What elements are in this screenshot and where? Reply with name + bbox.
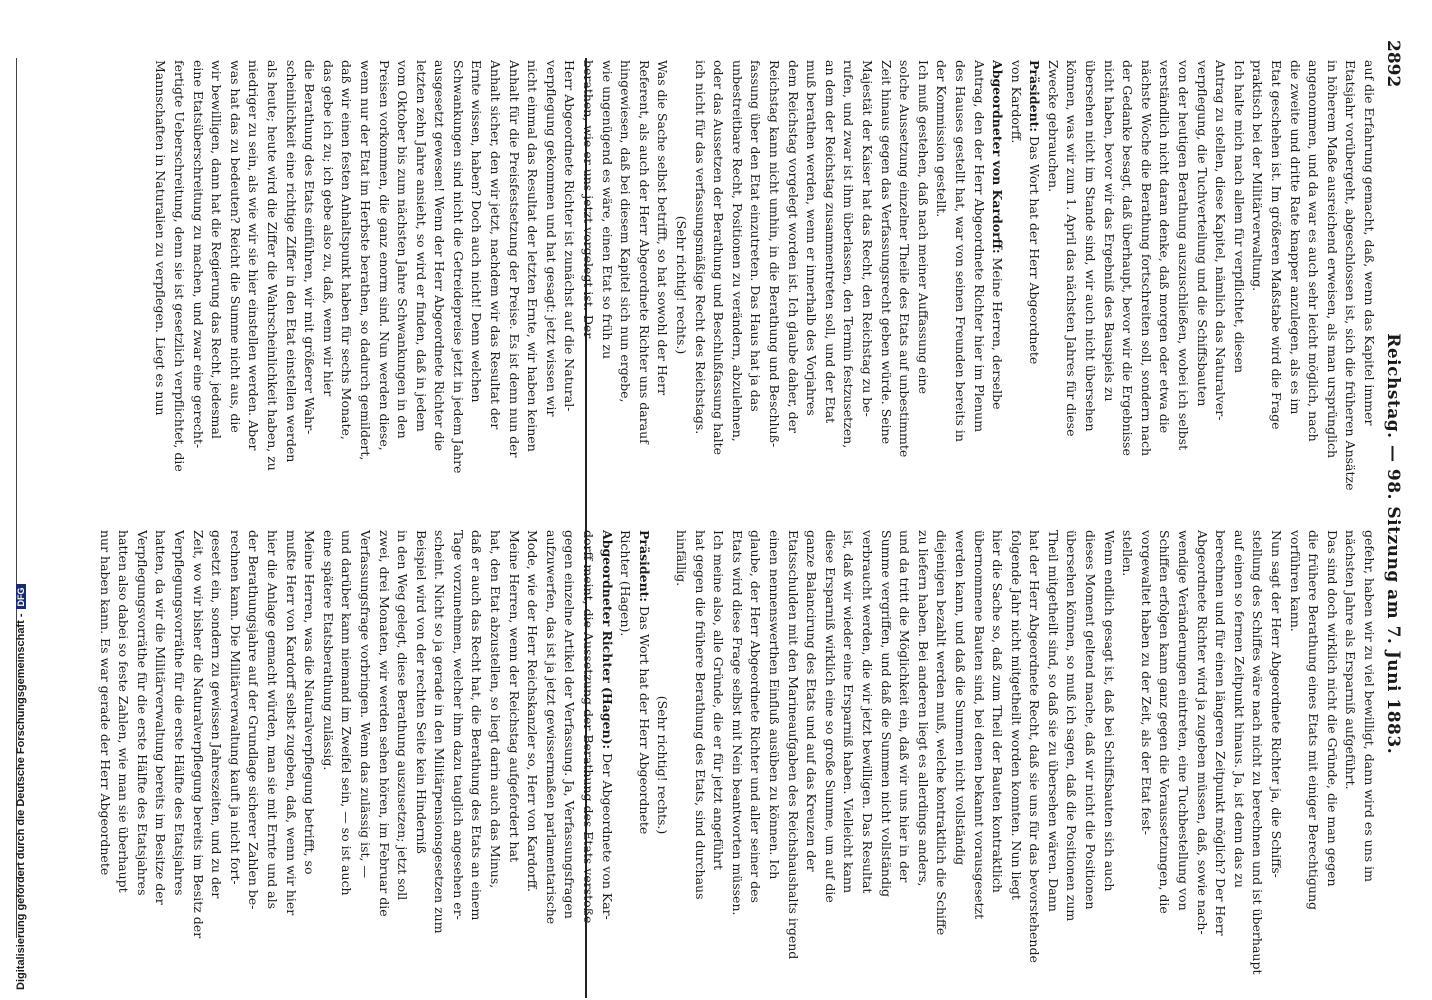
speaker-label: Präsident:: [636, 530, 652, 603]
text-line: Beispiel wird von der rechten Seite kein Hinderniß: [413, 530, 429, 854]
text-line: Ich halte mich nach allem für verpflichtet, diesen: [1231, 60, 1247, 374]
text-line: hier die Anlage gemacht würden, man sie mit Ernte und als: [264, 530, 280, 909]
dfg-logo: DFG: [16, 584, 26, 609]
text-line: als heute; heute wird die Ziffer die Wahrscheinlichkeit haben, zu: [264, 60, 280, 471]
text-line: stellung des Schiffes wäre nach nicht zu berechnen und ist überhaupt: [1250, 530, 1266, 975]
text-line: Nun sagt der Herr Abgeordnete Richter ja, die Schiffs-: [1269, 530, 1285, 878]
text-line: rufen, und zwar ist ihm überlassen, den Termin festzusetzen,: [841, 60, 857, 449]
speaker-label: Präsident:: [1027, 60, 1043, 133]
speech-line: Das Wort hat der Herr Abgeordnete: [636, 606, 652, 835]
text-line: Reichstag kann nicht umhin, in die Berathung und Beschluß-: [767, 60, 782, 448]
text-line: des Hauses gestellt hat, war von seinen Freunden bereits in: [952, 60, 968, 442]
text-line: Verfassungsfrage vorbringen. Wenn das zulässig ist, —: [357, 530, 373, 879]
text-line: wir bewilligen, dann hat die Regierung das Recht, jedesmal: [209, 60, 225, 439]
text-line: niedriger zu sein, als wie wir sie hier einstellen werden. Aber: [246, 60, 262, 451]
text-line: Etat geschehen ist. Im größeren Maßstabe wird die Frage: [1269, 60, 1285, 430]
right-column: [97, 530, 1378, 1000]
text-line: Meine Herren, wenn der Reichstag aufgefordert hat: [506, 530, 522, 863]
text-line: einen nennenswerthen Einfluß ausüben zu können. Ich: [767, 530, 782, 880]
text-line: hat der Herr Abgeordnete Recht, daß sie uns für das bevorstehende: [1027, 530, 1043, 963]
text-line: hatten also dabei so feste Zahlen, wie man sie überhaupt: [116, 530, 132, 893]
text-line: diese Ersparniß wirklich eine so große Summe, um auf die: [822, 530, 838, 903]
applause-note: (Sehr richtig! rechts.): [655, 695, 671, 835]
text-line: rechnen kann. Die Militärverwaltung kauft ja nicht fort-: [227, 530, 243, 885]
text-line: Referent, als auch der Herr Abgeordnete Richter uns darauf: [636, 60, 652, 444]
text-line: zu liefern haben. Bei anderen liegt es allerdings anders,: [915, 530, 931, 887]
text-line: auf die Erfahrung gemacht, daß, wenn das Kapitel immer: [1362, 60, 1377, 426]
text-line: Preisen vorkommen, die ganz enorm sind. Nun werden diese,: [376, 60, 392, 451]
text-line: folgende Jahr nicht mitgetheilt worden konnten. Nun liegt: [1008, 530, 1024, 900]
text-line: berechnen und für einen längeren Zeitpunkt möglich? Der Herr: [1213, 530, 1229, 936]
text-line: werden kann, und daß die Summen nicht vollständig: [952, 530, 968, 866]
left-column-paragraph-2: [151, 60, 672, 510]
speech-line: Das Wort hat der Herr Abgeordnete: [1027, 136, 1043, 365]
text-line: Ernte wissen, haben? Doch auch nicht! Denn welchen: [469, 60, 485, 403]
text-line: wendige Veränderungen eintreten, eine Tuchbestellung von: [1176, 530, 1192, 911]
text-line: Das sind doch wirklich nicht die Gründe, die man gegen: [1324, 530, 1340, 887]
text-line: ist, daß wir wieder eine Ersparniß haben. Vielleicht kann: [841, 530, 857, 894]
text-line: Abgeordnete Richter wird ja zugeben müssen, daß, sowie nach-: [1194, 530, 1210, 935]
richter-speech: [95, 530, 597, 1000]
text-line: ausgesetzt gewesen! Wenn der Herr Abgeordnete Richter die: [432, 60, 448, 451]
header-title: Reichstag. — 98. Sitzung am 7. Juni 1883.: [1383, 333, 1403, 755]
text-line: praktisch bei der Militärverwaltung.: [1250, 60, 1266, 292]
text-line: Schwankungen sind nicht die Getreidepreise jetzt in jedem Jahre: [450, 60, 466, 474]
text-line: ich nicht für das verfassungsmäßige Recht des Reichstags.: [692, 60, 708, 435]
text-line: gesetzt ein, sondern zu gewissen Jahreszeiten, und zu der: [209, 530, 225, 899]
text-line: was hat das zu bedeuten? Reicht die Summe nicht aus, die: [227, 60, 243, 433]
left-column-paragraph-1: [1043, 60, 1378, 510]
text-line: Tage vorzunehmen, welcher ihm dazu tauglich angesehen er-: [450, 530, 466, 920]
text-line: Summe vergriffen, und daß die Summen nicht vollständig: [878, 530, 894, 897]
speech-line: Meine Herren, derselbe: [990, 257, 1006, 410]
text-line: berathen, wie er uns jetzt vorgelegt ist. Der: [581, 60, 597, 339]
text-line: Anhalt sicher, den wir jetzt, nachdem wir das Resultat der: [488, 60, 504, 430]
text-line: Mannschaften in Naturalien zu verpflegen. Liegt es nun: [153, 60, 169, 416]
text-line: und da tritt die Möglichkeit ein, daß wir uns hier in der: [897, 530, 913, 883]
text-line: die frühere Berathung eines Etats mit einiger Berechtigung: [1306, 530, 1322, 910]
text-line: Etatsjahr vorübergeht, abgeschlossen ist, sich die früheren Ansätze: [1343, 60, 1359, 491]
text-line: fertigte Ueberschreitung, denn sie ist gesetzlich verpflichtet, die: [172, 60, 187, 472]
text-line: Antrag, den der Herr Abgeordnete Richter hier im Plenum: [971, 60, 987, 433]
text-line: gegen einzelne Artikel der Verfassung. Ja, Verfassungsfragen: [562, 530, 578, 919]
text-line: scheinlichkeit eine richtige Ziffer in den Etat einstellen werden: [283, 60, 299, 463]
text-line: wenn nur der Etat im Herbste berathen, so dadurch gemildert,: [357, 60, 373, 461]
text-line: vorgewaltet haben zu der Zeit, als der Etat fest-: [1138, 530, 1154, 835]
speaker-label: Abgeordneter Richter (Hagen):: [599, 530, 615, 750]
text-line: daß er auch das Recht hat, die Berathung des Etats an einem: [469, 530, 485, 921]
text-line: Ich muß gestehen, daß nach meiner Auffassung eine: [915, 60, 931, 394]
text-line: hingewiesen, daß bei diesem Kapitel sich nun ergebe,: [618, 60, 634, 403]
text-line: Verpflegungsvorräthe für die erste Hälfte des Etatsjahres: [134, 530, 150, 896]
text-line: Zeit, wo wir bisher die Naturalverpflegung bereits im Besitz der: [190, 530, 206, 939]
text-line: nächste Woche die Berathung fortschreiten soll, sondern nach: [1138, 60, 1154, 457]
text-line: eine Etatsüberschreitung zu machen, und zwar eine gerecht-: [190, 60, 206, 449]
text-line: der Gedanke besagt, daß überhaupt, bevor wir die Ergebnisse: [1120, 60, 1136, 456]
speech-line: Richter (Hagen).: [618, 530, 634, 637]
text-line: oder das Aussetzen der Berathung und Beschlußfassung halte: [711, 60, 727, 455]
text-line: Herr Abgeordnete Richter ist zunächst auf die Natural-: [562, 60, 578, 412]
text-line: übersehen können, so muß ich sagen, daß die Positionen zum: [1064, 530, 1080, 922]
text-line: hat, den Etat abzustellen, so liegt darin auch das Minus,: [488, 530, 504, 889]
text-line: Schiffen erfolgen kann ganz gegen die Voraussetzungen, die: [1157, 530, 1173, 914]
text-line: Theil mitgetheilt sind, so daß sie zu übersehen wären. Dann: [1045, 530, 1061, 912]
text-line: Antrag zu stellen, diese Kapitel, nämlich das Naturalver-: [1213, 60, 1229, 421]
credit-text: Digitalisierung gefördert durch die Deutsche Forschungsgemeinschaft -: [15, 613, 27, 990]
text-line: scheint. Nicht so ja gerade in den Militärpensionsgesetzen zum: [432, 530, 448, 934]
text-line: vom Oktober bis zum nächsten Jahre Schwankungen in den: [395, 60, 411, 439]
text-line: der Kommission gestellt.: [934, 60, 950, 218]
left-column: [153, 60, 1378, 510]
text-line: hinfällig.: [674, 530, 690, 587]
president-remark-1: [1025, 60, 1044, 510]
text-line: stellen.: [1120, 530, 1136, 577]
text-line: verpflegung gekommen und hat gesagt: jetzt wissen wir: [543, 60, 559, 417]
text-line: mußte Herr von Kardorff selbst zugeben, daß, wenn wir hier: [283, 530, 299, 916]
text-line: die Berathung des Etats einführen, wir mit größerer Wahr-: [302, 60, 318, 435]
page-number: 2892: [1383, 40, 1403, 88]
text-line: übersehen nicht im Stande sind, wir auch nicht übersehen: [1083, 60, 1099, 432]
text-line: Meine Herren, was die Naturalverpflegung betrifft, so: [302, 530, 318, 875]
text-line: gefehr, haben wir zu viel bewilligt, dann wird es uns im: [1362, 530, 1377, 882]
running-header: [1380, 40, 1406, 1000]
speech-line: Der Abgeordnete von Kar-: [599, 753, 615, 920]
text-line: nur haben kann. Es war gerade der Herr Abgeordnete: [97, 530, 113, 876]
text-line: in höherem Maße ausreichend erweisen, als man ursprünglich: [1324, 60, 1340, 458]
text-line: auf einen so fernen Zeitpunkt hinaus. Ja, ist denn das zu: [1231, 530, 1247, 888]
text-line: Was die Sache selbst betrifft, so hat sowohl der Herr: [655, 60, 671, 396]
text-line: hier die Sache so, daß zum Theil der Bauten kontraktlich: [990, 530, 1006, 893]
text-line: zwei, drei Monaten, wir werden sehen hören, im Februar die: [376, 530, 392, 917]
text-line: die zweite und dritte Rate knapper anzulegen, als es im: [1287, 60, 1303, 415]
text-line: daß wir einen festen Anhaltspunkt haben für sechs Monate,: [339, 60, 355, 440]
text-line: der Berathungsjahre auf der Grundlage sicherer Zahlen be-: [246, 530, 262, 910]
text-line: glaube, der Herr Abgeordnete Richter und aller seiner des: [748, 530, 764, 903]
text-line: Wenn endlich gesagt ist, daß bei Schiffsbauten sich auch: [1101, 530, 1117, 892]
text-line: hat gegen die frühere Berathung des Etats, sind durchaus: [692, 530, 708, 900]
speech-line: von Kardorff.: [1008, 60, 1024, 144]
richter-speech-start: [597, 530, 616, 1000]
speaker-label: Abgeordneter von Kardorff:: [990, 60, 1006, 254]
text-line: in den Weg gelegt, diese Berathung auszusetzen; jetzt soll: [395, 530, 411, 901]
text-line: muß berathen werden, wenn er innerhalb des Vorjahres: [804, 60, 820, 416]
applause-note: (Sehr richtig! rechts.): [674, 215, 690, 355]
text-line: übernommene Bauten sind, bei denen bekannt vorausgesetzt: [971, 530, 987, 920]
text-line: Etatsschulden mit den Marineaufgaben des Reichshaushalts irgend: [785, 530, 801, 960]
text-line: das gebe ich zu; ich gebe also zu, daß, wenn wir hier: [320, 60, 336, 397]
text-line: von der heutigen Berathung auszuschließen, wobei ich selbst: [1176, 60, 1192, 451]
text-line: solche Aussetzung einzelner Theile des Etats auf unbestimmte: [897, 60, 913, 458]
text-line: verständlich nicht daran denke, daß morgen oder etwa die: [1157, 60, 1173, 434]
right-column-paragraph-1: [671, 530, 1378, 1000]
text-line: fassung über den Etat einzutreten. Das Haus hat ja das: [748, 60, 764, 412]
text-line: angenommen, und da war es auch sehr leicht möglich, nach: [1306, 60, 1322, 442]
text-line: nächsten Jahre als Ersparniß aufgeführt.: [1343, 530, 1359, 790]
text-line: diejenigen bezahlt werden muß, welche kontraktlich die Schiffe: [934, 530, 950, 936]
text-line: ganze Balancirung des Etats und auf das Kreuzen der: [804, 530, 820, 872]
text-line: Zwecke gebrauchen.: [1045, 60, 1061, 193]
text-line: verpflegung, die Tuchverteilung und die Schiffsbauten: [1194, 60, 1210, 407]
kardorff-speech-start: [988, 60, 1007, 510]
text-line: Verpflegungsvorräthe für die erste Hälfte des Etatsjahres: [172, 530, 187, 896]
text-line: Mode, wie der Herr Reichskanzler so, Herr von Kardorff.: [525, 530, 541, 892]
text-line: können, was wir zum 1. April das nächsten Jahres für diese: [1064, 60, 1080, 437]
president-remark-2: [634, 530, 653, 1000]
text-line: nicht einmal das Resultat der letzten Ernte, wir haben keinen: [525, 60, 541, 452]
text-line: Majestät der Kaiser hat das Recht, den Reichstag zu be-: [859, 60, 875, 417]
text-line: unbestreitbare Recht, Positionen zu verändern, abzulehnen,: [729, 60, 745, 442]
text-line: dem Reichstag vorgelegt worden ist. Ich glaube daher, der: [785, 60, 801, 433]
text-line: letzten zehn Jahre ansieht, so wird er finden, daß in jedem: [413, 60, 429, 432]
text-line: Etats wird diese Frage selbst mit Nein beantworten müssen.: [729, 530, 745, 916]
text-line: dieses Moment geltend mache, daß wir nicht die Positionen: [1083, 530, 1099, 910]
text-line: eine spätere Etatsberathung zulässig.: [320, 530, 336, 771]
text-line: verbraucht werden, die wir jetzt bewilligen. Das Resultat: [859, 530, 875, 894]
digitization-credit: [14, 570, 28, 990]
text-line: Zeit hinaus gegen das Verfassungsrecht geben würde. Seine: [878, 60, 894, 445]
text-line: an dem der Reichstag zusammentreten soll, und der Etat: [822, 60, 838, 424]
text-line: aufzuwerfen, das ist ja jetzt gewissermaßen parlamentarische: [543, 530, 559, 925]
text-line: wie ungenügend es wäre, einen Etat so früh zu: [599, 60, 615, 360]
text-line: vorführen kann.: [1287, 530, 1303, 632]
text-line: hatten, da wir die Militärverwaltung bereits im Besitze der: [153, 530, 169, 905]
text-line: Anhalt für die Preisfestsetzung der Preise. Es ist denn nun der: [506, 60, 522, 458]
kardorff-speech: [690, 60, 988, 510]
text-line: nicht haben, bevor wir das Ergebniß des Bauspiels zu: [1101, 60, 1117, 402]
text-line: und darüber kann niemand im Zweifel sein, — so ist auch: [339, 530, 355, 896]
text-line: dorff meint, die Aussetzung der Berathung des Etats verstoße: [581, 530, 597, 924]
text-line: Ich meine also, alle Gründe, die er für jetzt angeführt: [711, 530, 727, 871]
